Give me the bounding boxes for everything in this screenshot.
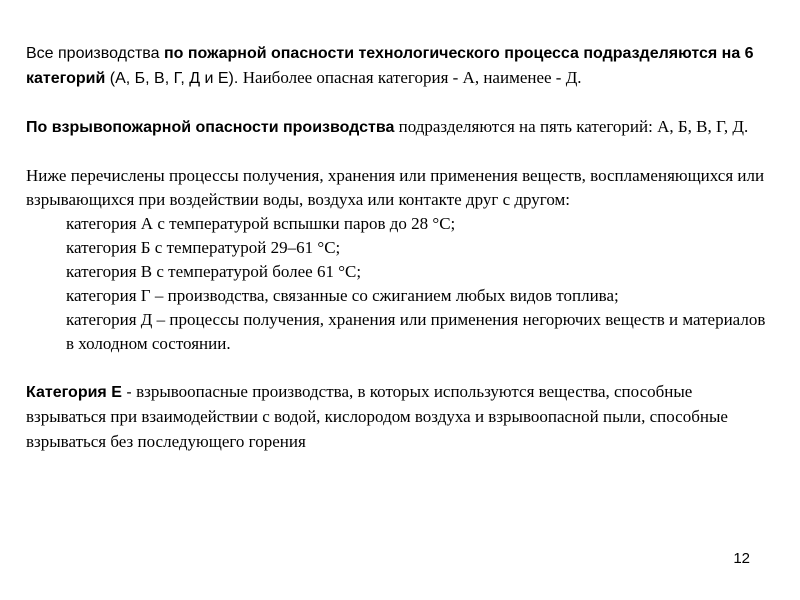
para1-bold: по пожарной опасности технологического процесса подразделяются на 6 категорий (26, 45, 754, 87)
paragraph-categories-fire (26, 42, 766, 91)
list-item-category-a: категория А с температурой вспышки паров до 28 °С; (66, 214, 456, 233)
slide-content (26, 42, 766, 455)
para4-text: взрывоопасные производства, в которых используются вещества, способные взрываться при взаимодействии с водой, кислородом воздуха и взрывоопасной пыли, способные взрываться без последующего горения (26, 382, 728, 451)
para2-bold: По взрывопожарной опасности производства (26, 119, 395, 136)
paragraph-processes-intro: Ниже перечислены процессы получения, хранения или применения веществ, воспламеняющихся или взрывающихся при воздействии воды, воздуха или контакте друг с другом: (26, 166, 765, 209)
para4-dash: - (121, 384, 137, 401)
para2-text: подразделяются на пять категорий: А, Б, В, Г, Д. (394, 117, 749, 136)
spacer (26, 91, 766, 115)
list-item-category-d: категория Д – процессы получения, хранения или применения негорючих веществ и материалов в холодном состоянии. (66, 310, 766, 353)
list-item-category-v: категория В с температурой более 61 °С; (66, 262, 362, 281)
category-list (26, 212, 766, 356)
paragraph-categories-explosion (26, 115, 766, 140)
spacer (26, 356, 766, 380)
para1-lead: Все производства (26, 45, 164, 62)
para1-note: Наиболее опасная категория - А, наименее - Д. (242, 68, 582, 87)
list-item-category-b: категория Б с температурой 29–61 °С; (66, 238, 341, 257)
para4-bold: Категория Е (26, 384, 122, 401)
para1-letters: (А, Б, В, Г, Д и Е). (105, 70, 243, 87)
paragraph-category-e (26, 380, 766, 455)
spacer (26, 140, 766, 164)
list-item-category-g: категория Г – производства, связанные со сжиганием любых видов топлива; (66, 286, 619, 305)
page-number: 12 (733, 550, 750, 567)
